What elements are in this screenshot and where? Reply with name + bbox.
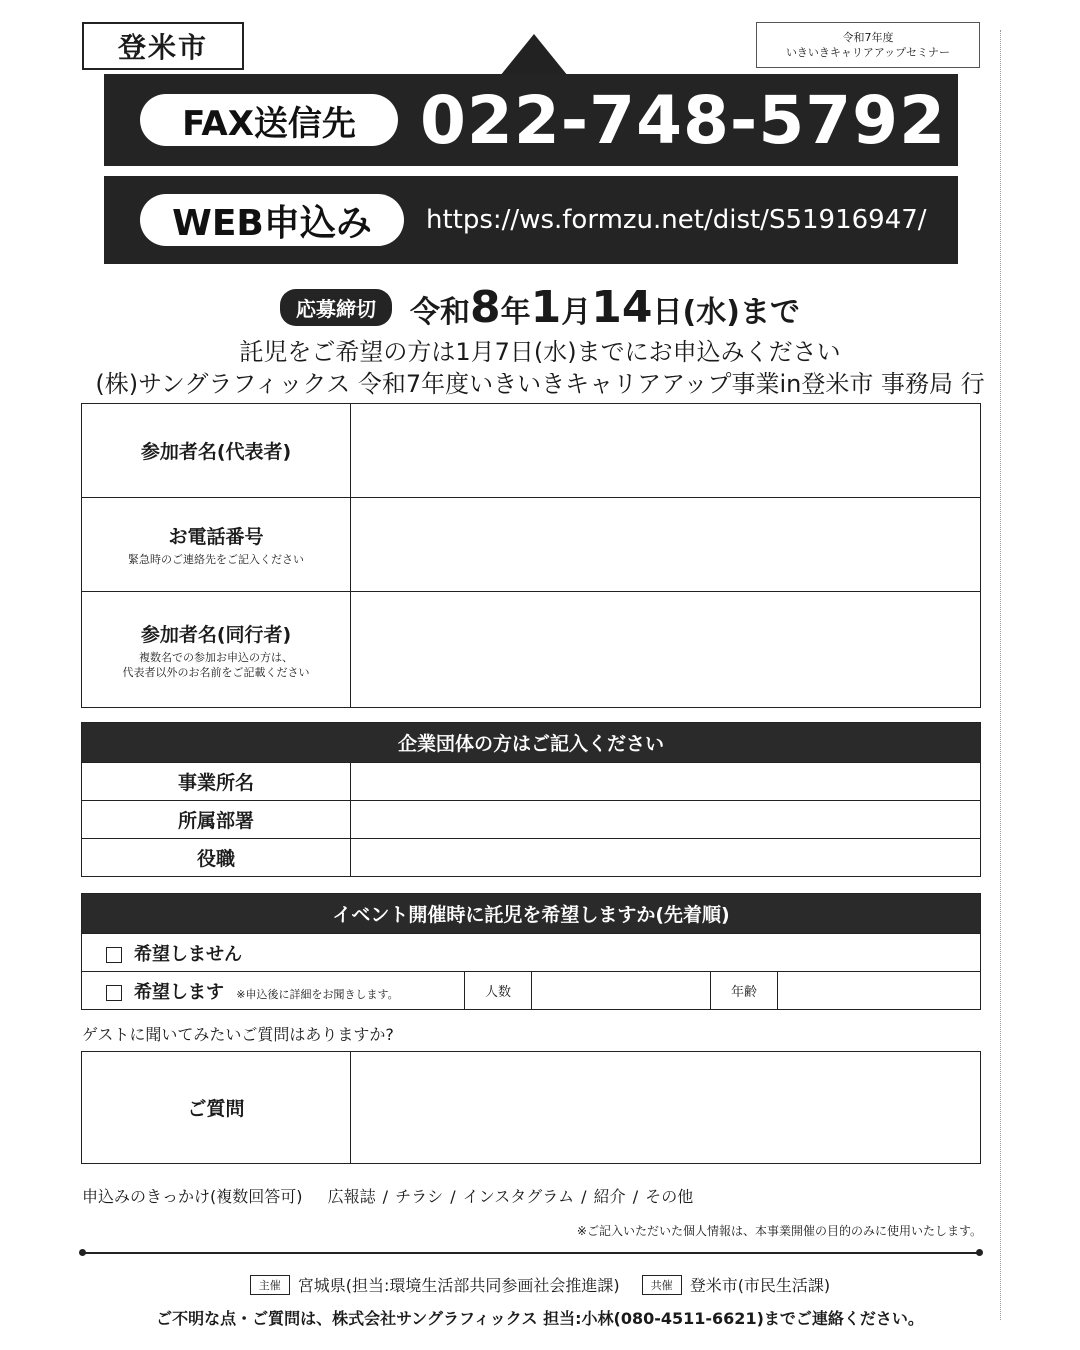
phone-label: お電話番号 [168,526,264,548]
position-label-cell [82,839,351,877]
companion-label-cell [82,592,351,708]
participant-table [81,403,981,708]
option-yes-note: ※申込後に詳細をお聞きします。 [236,987,399,1001]
question-input[interactable] [351,1052,981,1164]
deadline-year: 8 [470,282,501,333]
option-no-cell [82,934,981,972]
fax-number: 022-748-5792 [420,81,947,159]
question-prompt: ゲストに聞いてみたいご質問はありますか? [82,1025,394,1044]
option-yes-cell [82,972,465,1010]
deadline-row [0,282,1080,333]
companion-input[interactable] [351,592,981,708]
deadline-month-unit: 月 [561,295,592,330]
web-banner [104,176,958,264]
company-table [81,722,981,877]
position-label: 役職 [196,848,235,870]
office-input[interactable] [351,763,981,801]
childcare-table [81,893,981,1010]
deadline-day-unit: 日 [652,295,683,330]
fax-banner [104,74,958,166]
option-no-checkbox[interactable] [106,947,122,963]
office-label-cell [82,763,351,801]
city-name: 登米市 [117,31,208,64]
phone-note: 緊急時のご連絡先をご記入ください [128,553,304,566]
deadline-era: 令和 [410,295,471,330]
company-section-header: 企業団体の方はご記入ください [82,723,981,763]
department-input[interactable] [351,801,981,839]
seminar-title-box [756,22,980,68]
deadline-month: 1 [530,282,562,333]
referral-label: 申込みのきっかけ(複数回答可) [82,1187,303,1206]
childcare-section-header: イベント開催時に託児を希望しますか(先着順) [82,894,981,934]
age-label: 年齢 [711,972,778,1010]
age-input[interactable] [778,972,981,1010]
cohost-tag: 共催 [642,1275,682,1295]
phone-label-cell [82,498,351,592]
count-input[interactable] [532,972,711,1010]
question-table [81,1051,981,1164]
office-label: 事業所名 [177,772,254,794]
divider-dot-right [976,1249,983,1256]
footer-divider [82,1252,980,1254]
organizers-row [0,1273,1080,1296]
representative-label-cell [82,404,351,498]
deadline-year-unit: 年 [500,295,531,330]
host-name: 宮城県(担当:環境生活部共同参画社会推進課) [297,1276,620,1295]
phone-input[interactable] [351,498,981,592]
addressee: (株)サングラフィックス 令和7年度いきいきキャリアアップ事業in登米市 事務局 行 [95,370,985,398]
web-url[interactable]: https://ws.formzu.net/dist/S51916947/ [426,205,927,235]
contact-line: ご不明な点・ご質問は、株式会社サングラフィックス 担当:小林(080-4511-6621)までご連絡ください。 [156,1309,924,1328]
option-no-label: 希望しません [134,943,242,965]
question-label-cell [82,1052,351,1164]
option-yes-label: 希望します [134,981,224,1003]
cohost-name: 登米市(市民生活課) [689,1276,831,1295]
question-label: ご質問 [187,1098,245,1120]
fax-label: FAX送信先 [140,94,398,146]
companion-note-1: 複数名での参加お申込の方は、 [139,650,293,664]
position-input[interactable] [351,839,981,877]
deadline-day: 14 [591,282,653,333]
web-label: WEB申込み [140,194,404,246]
department-label: 所属部署 [177,810,254,832]
seminar-name: いきいきキャリアアップセミナー [785,46,951,59]
privacy-note: ※ご記入いただいた個人情報は、本事業開催の目的のみに使用いたします。 [576,1224,982,1238]
city-name-box [82,22,244,70]
representative-input[interactable] [351,404,981,498]
option-yes-checkbox[interactable] [106,985,122,1001]
deadline-weekday: (水)まで [682,295,800,330]
companion-note-2: 代表者以外のお名前をご記載ください [122,665,310,679]
deadline-badge: 応募締切 [280,289,392,326]
host-tag: 主催 [250,1275,290,1295]
companion-label: 参加者名(同行者) [140,623,292,646]
referral-line [82,1184,693,1207]
pointer-triangle [500,34,568,76]
scan-edge-line [1000,30,1001,1320]
deadline-date [410,282,800,333]
count-label: 人数 [465,972,532,1010]
department-label-cell [82,801,351,839]
referral-options: 広報誌 / チラシ / インスタグラム / 紹介 / その他 [327,1187,694,1206]
representative-label: 参加者名(代表者) [140,441,292,463]
childcare-deadline-notice: 託児をご希望の方は1月7日(水)までにお申込みください [239,338,841,366]
seminar-year: 令和7年度 [842,31,894,44]
